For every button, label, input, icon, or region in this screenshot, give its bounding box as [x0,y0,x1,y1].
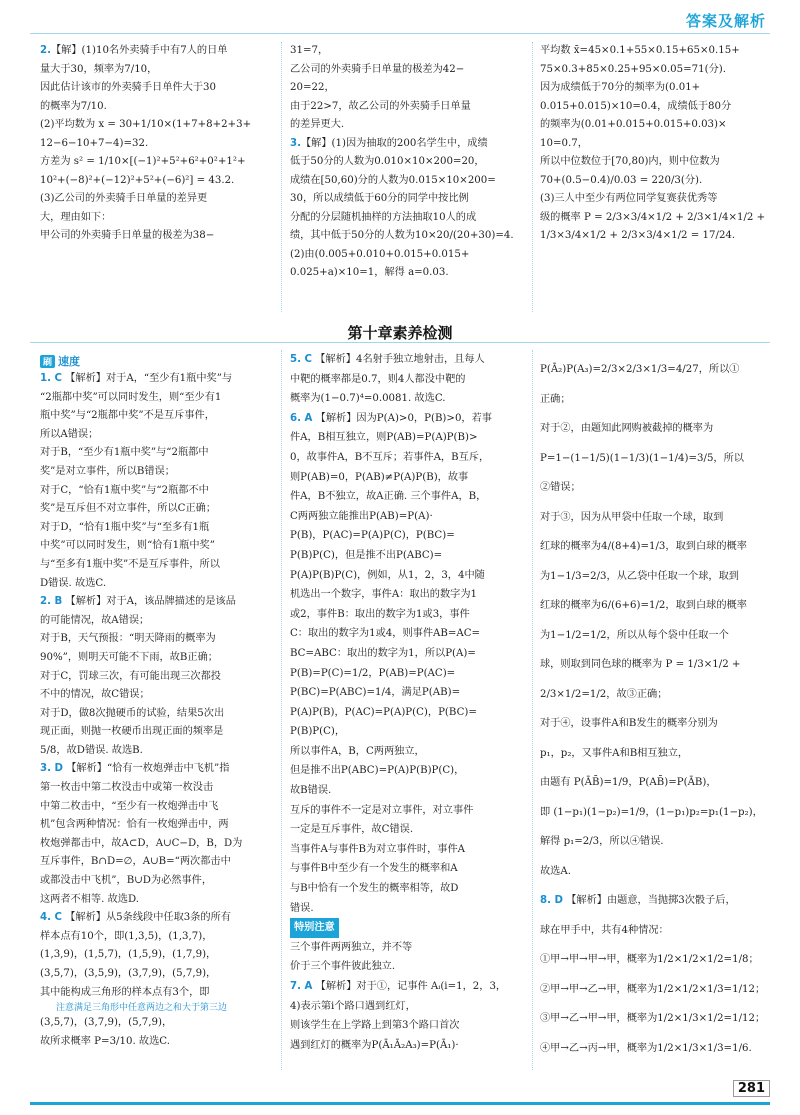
text-line: 3. D 【解析】“恰有一枚炮弹击中飞机”指 [40,763,230,775]
text-line: 0，故事件A，B不互斥；若事件A，B互斥， [290,451,490,463]
text-line: ③甲→乙→甲→甲，概率为1/2×1/3×1/2=1/12； [540,1013,766,1024]
text-line: 90%”，则明天可能不下雨，故B正确； [40,651,218,663]
text-line: 瓶中奖”与“2瓶都中奖”不是互斥事件， [40,410,215,422]
text-line: 与事件B中至少有一个发生的概率和A [290,863,458,875]
text-line: 4)表示第i个路口遇到红灯， [290,1000,416,1012]
text-line: ④甲→乙→丙→甲，概率为1/2×1/3×1/3=1/6. [540,1042,752,1054]
text-line: 0.015+0.015)×10=0.4，成绩低于80分 [540,100,732,112]
text-line: 球，则取到同色球的概率为 P = 1/3×1/2 + [540,659,741,670]
text-line: BC=ABC：取出的数字为1，所以P(A)= [290,647,476,659]
text-line: (2)由(0.005+0.010+0.015+0.015+ [290,248,470,260]
text-line: 机”包含两种情况：恰有一枚炮弹击中，两 [40,819,229,831]
text-line: P(A)P(B)，P(AC)=P(A)P(C)，P(BC)= [290,706,477,718]
text-line: 所以中位数位于[70,80)内，则中位数为 [540,156,720,167]
text-line: 解得 p₁=2/3，所以④错误. [540,836,664,847]
text-line: ②错误； [540,482,581,493]
text-line: 分配的分层随机抽样的方法抽取10人的成 [290,211,477,223]
text-line: 8. D 【解析】由题意，当抛掷3次骰子后， [540,895,736,906]
text-line: P(B)=P(C)=1/2，P(AB)=P(AC)= [290,667,456,679]
text-line: 成绩在[50,60)分的人数为0.015×10×200= [290,174,496,186]
text-line: 奖”是对立事件，所以B错误； [40,465,175,477]
text-line: 这两者不相等. 故选D. [40,893,140,905]
text-line: ②甲→甲→乙→甲，概率为1/2×1/2×1/3=1/12； [540,983,766,995]
section-divider [30,342,770,343]
text-line: 奖”是互斥但不对立事件，所以C正确； [40,503,217,515]
text-line: 故所求概率 P=3/10. 故选C. [40,1035,170,1047]
text-line: (2)平均数为 x = 30+1/10×(1+7+8+2+3+ [40,119,252,130]
text-line: 中第二枚击中，“至少有一枚炮弹击中飞 [40,800,219,812]
text-line: 与B中恰有一个发生的概率相等，故D [290,883,459,895]
text-line: 级的概率 P = 2/3×3/4×1/2 + 2/3×1/4×1/2 + [540,211,766,223]
text-line: 大，理由如下： [40,211,112,223]
text-line: 1/3×3/4×1/2 + 2/3×3/4×1/2 = 17/24. [540,230,736,241]
text-line: 2/3×1/2=1/2，故③正确； [540,688,668,700]
text-line: 所以事件A，B，C两两独立， [290,745,425,757]
header-divider [30,33,770,34]
text-line: P(B)P(C)，但是推不出P(ABC)= [290,549,443,561]
text-line: (3)三人中至少有两位同学复赛获优秀等 [540,193,718,204]
text-line: 机选出一个数字，事件A：取出的数字为1 [290,589,478,601]
text-line: 或2，事件B：取出的数字为1或3，事件 [290,608,470,620]
text-line: 中靶的概率都是0.7，则4人都没中靶的 [290,373,466,385]
text-line: (3,5,7)，(3,5,9)，(3,7,9)，(5,7,9)， [40,968,217,979]
text-line: 0.025+a)×10=1，解得 a=0.03. [290,267,449,278]
text-line: 一定是互斥事件，故C错误. [290,824,414,836]
text-line: 1. C 【解析】对于A，“至少有1瓶中奖”与 [40,373,233,384]
text-line: C：取出的数字为1或4，则事件AB=AC= [290,628,481,640]
text-line: 球在甲手中，共有4种情况： [540,924,669,936]
text-line: 3.【解】(1)因为抽取的200名学生中，成绩 [290,137,488,149]
speed-badge: 刷 [40,355,55,368]
text-line: 30，所以成绩低于60分的同学中按比例 [290,193,469,204]
text-line: 价于三个事件彼此独立. [290,961,396,973]
text-line: 6. A 【解析】因为P(A)>0，P(B)>0，若事 [290,412,492,424]
text-line: 的概率为7/10. [40,100,107,112]
text-line: (1,3,9)，(1,5,7)，(1,5,9)，(1,7,9)， [40,949,217,961]
text-line: 枚炮弹都击中，故A⊂D，A∪C−D，B，D为 [40,837,243,849]
text-line: 不中的情况，故C错误； [40,689,150,701]
text-line: 乙公司的外卖骑手日单量的极差为42− [290,63,465,75]
text-line: 12−6−10+7−4)=32. [40,137,149,149]
text-line: 5/8，故D错误. 故选B. [40,744,143,756]
text-line: 7. A 【解析】对于①，记事件 Aᵢ(i=1，2，3， [290,981,507,992]
text-line: 2. B 【解析】对于A，该品牌描述的是该品 [40,596,236,608]
text-line: 正确； [540,393,571,405]
text-line: 现正面，则抛一枚硬币出现正面的频率是 [40,726,224,738]
text-line: 样本点有10个，即(1,3,5)，(1,3,7)， [40,930,213,942]
text-line: 的频率为(0.01+0.015+0.015+0.03)× [540,119,727,130]
text-line: (3)乙公司的外卖骑手日单量的差异更 [40,193,208,204]
text-line: D错误. 故选C. [40,577,107,589]
text-line: 但是推不出P(ABC)=P(A)P(B)P(C)， [290,765,465,777]
text-line: 75×0.3+85×0.25+95×0.05=71(分). [540,63,727,75]
text-line: 由于22>7，故乙公司的外卖骑手日单量 [290,100,471,112]
text-line: 方差为 s² = 1/10×[(−1)²+5²+6²+0²+1²+ [40,156,246,167]
text-line: 与“至多有1瓶中奖”不是互斥事件，所以 [40,558,220,570]
text-line: 对于③，因为从甲袋中任取一个球，取到 [540,511,724,523]
column-divider [532,350,533,1070]
bottom-column-2 [290,350,522,1070]
text-line: P(A)P(B)P(C)，例如，从1，2，3，4中随 [290,569,485,581]
text-line: 其中能构成三角形的样本点有3个，即 [40,986,210,998]
text-line: 三个事件两两独立，并不等 [290,941,413,953]
text-line: 互斥的事件不一定是对立事件，对立事件 [290,804,474,816]
text-line: 平均数 x̄=45×0.1+55×0.15+65×0.15+ [540,45,740,56]
text-line: 对于②，由题知此网购被截掉的概率为 [540,423,714,434]
text-line: 70+(0.5−0.4)/0.03 = 220/3(分). [540,174,703,186]
text-line: 31=7， [290,45,329,56]
text-line: (3,5,7)，(3,7,9)，(5,7,9)， [40,1017,173,1029]
column-divider [281,42,282,312]
text-line: “2瓶都中奖”可以同时发生，则“至少有1 [40,391,222,403]
text-line: P(BC)=P(ABC)=1/4，满足P(AB)= [290,687,461,699]
text-line: 对于C，“恰有1瓶中奖”与“2瓶都不中 [40,484,209,496]
speed-header [40,350,80,369]
text-line: 为1−1/2=1/2，所以从每个袋中任取一个 [540,629,729,641]
text-line: 的可能情况，故A错误； [40,614,150,626]
text-line: 红球的概率为6/(6+6)=1/2，取到白球的概率 [540,600,747,611]
text-line: 对于B，天气预报：“明天降雨的概率为 [40,633,216,645]
text-line: 第一枚击中第二枚没击中或第一枚没击 [40,782,214,794]
text-line: 错误. [290,902,314,914]
text-line: 5. C 【解析】4名射手独立地射击，且每人 [290,354,485,365]
text-line: P=1−(1−1/5)(1−1/3)(1−1/4)=3/5，所以 [540,452,744,464]
speed-label: 速度 [58,355,81,368]
text-line: 故B错误. [290,785,332,797]
text-line: 故选A. [540,865,571,877]
text-line: P(B)，P(AC)=P(A)P(C)，P(BC)= [290,530,455,542]
text-line: 或都没击中飞机”，B∪D为必然事件， [40,875,213,887]
bottom-column-1 [40,370,272,1070]
section-title: 第十章素养检测 [347,324,453,342]
text-line: 件A，B相互独立，则P(AB)=P(A)P(B)> [290,432,478,444]
text-line: 对于④，设事件A和B发生的概率分别为 [540,718,718,729]
text-line: 红球的概率为4/(8+4)=1/3，取到白球的概率 [540,541,747,552]
top-column-3 [540,42,772,312]
text-line: P(B)P(C)， [290,726,346,738]
text-line: 由题有 P(ĀB̄)=1/9，P(AB̄)=P(ĀB)， [540,777,717,788]
text-line: P(Ā₂)P(A₃)=2/3×2/3×1/3=4/27，所以① [540,364,740,375]
bottom-column-3 [540,355,772,1065]
top-column-1 [40,42,272,312]
text-line: 对于D，做8次抛硬币的试验，结果5次出 [40,707,225,719]
header-title: 答案及解析 [685,12,766,30]
text-line: 4. C 【解析】从5条线段中任取3条的所有 [40,912,231,924]
text-line: 因为成绩低于70分的频率为(0.01+ [540,82,701,93]
text-line: 20=22， [290,82,335,93]
text-line: 互斥事件，B∩D=∅，A∪B=“两次都击中 [40,856,231,868]
column-divider [281,350,282,1070]
text-line: 则P(AB)=0，P(AB)≠P(A)P(B)，故事 [290,471,469,483]
text-line: 则该学生在上学路上到第3个路口首次 [290,1020,460,1032]
text-line: 因此估计该市的外卖骑手日单件大于30 [40,82,216,93]
text-line: 概率为(1−0.7)⁴=0.0081. 故选C. [290,393,446,405]
text-line: 所以A错误； [40,428,99,440]
text-line: 对于C，罚球三次，有可能出现三次都投 [40,670,221,682]
text-line: 遇到红灯的概率为P(Ā₁Ā₂A₃)=P(Ā₁)· [290,1039,459,1051]
text-line: 2.【解】(1)10名外卖骑手中有7人的日单 [40,45,228,56]
text-line: C两两独立能推出P(AB)=P(A)· [290,510,433,522]
text-line: 即 (1−p₁)(1−p₂)=1/9，(1−p₁)p₂=p₁(1−p₂)， [540,806,763,818]
text-line: 件A，B不独立，故A正确. 三个事件A，B， [290,491,487,503]
text-line: 对于B，“至少有1瓶中奖”与“2瓶都中 [40,447,209,459]
text-line: p₁，p₂，又事件A和B相互独立， [540,747,689,759]
text-line: 注意满足三角形中任意两边之和大于第三边 [56,1003,228,1014]
text-line: 10=0.7， [540,137,588,149]
text-line: 特别注意 [290,918,522,938]
text-line: 当事件A与事件B为对立事件时，事件A [290,843,466,855]
text-line: 中奖”可以同时发生，则“恰有1瓶中奖” [40,540,215,552]
text-line: 的差异更大. [290,119,345,130]
column-divider [532,42,533,312]
text-line: 绩，其中低于50分的人数为10×20/(20+30)=4. [290,230,514,241]
text-line: 10²+(−8)²+(−12)²+5²+(−6)²] = 43.2. [40,174,235,186]
text-line: 甲公司的外卖骑手日单量的极差为38− [40,230,215,241]
text-line: 量大于30，频率为7/10， [40,63,158,75]
text-line: ①甲→甲→甲→甲，概率为1/2×1/2×1/2=1/8； [540,954,759,965]
bottom-accent-bar [30,1102,770,1105]
page-number: 281 [733,1080,770,1097]
text-line: 为1−1/3=2/3，从乙袋中任取一个球，取到 [540,570,739,582]
text-line: 对于D，“恰有1瓶中奖”与“至多有1瓶 [40,521,210,533]
top-column-2 [290,42,522,312]
text-line: 低于50分的人数为0.010×10×200=20， [290,156,485,167]
